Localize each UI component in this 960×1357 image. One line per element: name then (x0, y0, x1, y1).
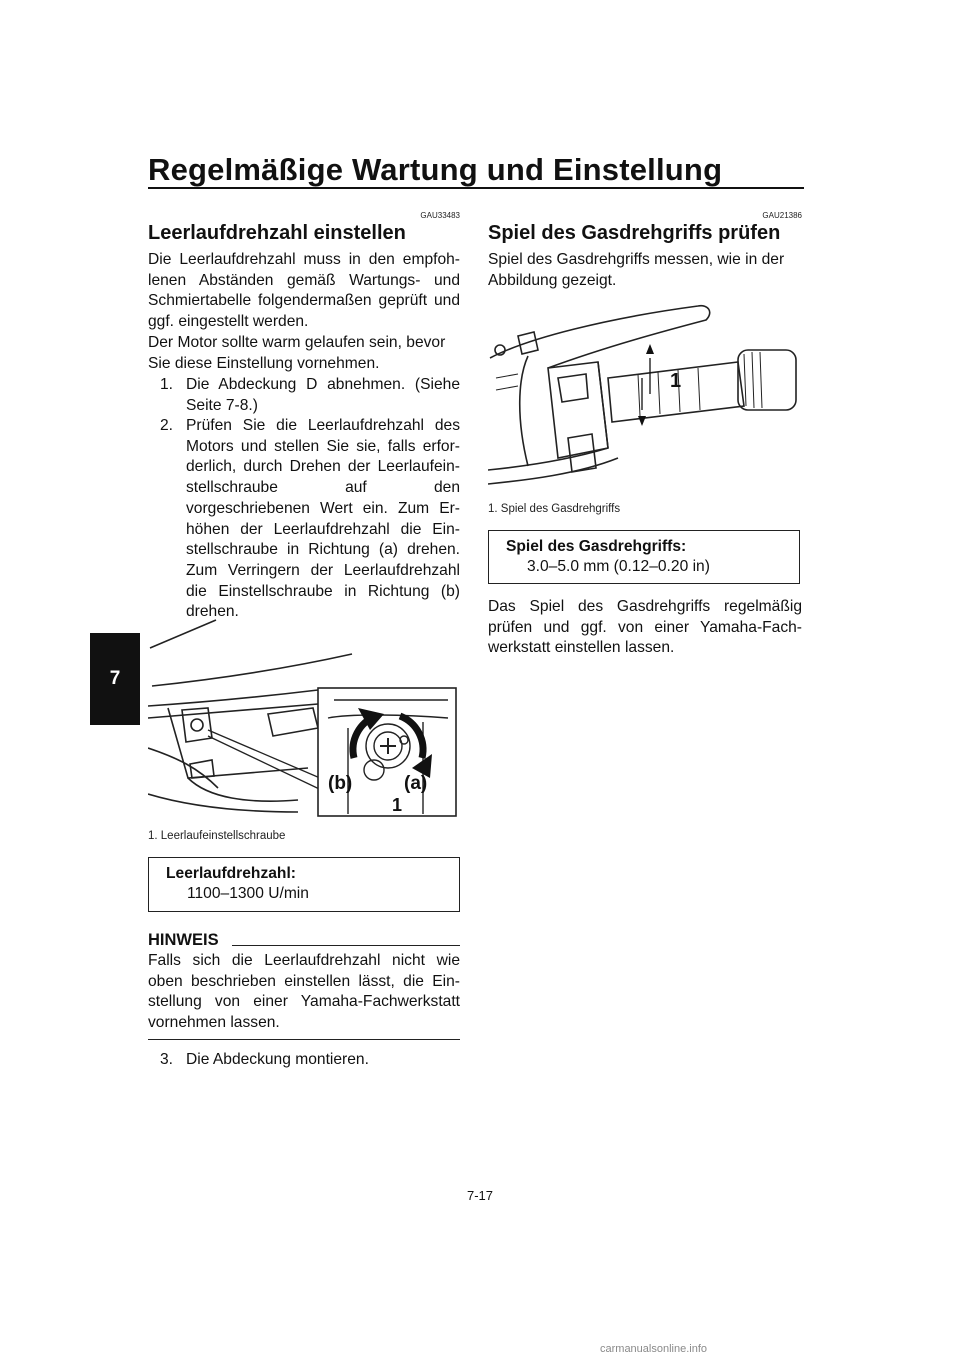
list-item (160, 1050, 460, 1071)
step-number: 2. (160, 417, 174, 434)
spec-box-throttle-play (488, 530, 800, 584)
list-item (160, 375, 460, 416)
paragraph: Der Motor sollte warm gelaufen sein, bevor Sie diese Einstellung vornehmen. (148, 334, 446, 372)
note-top-rule (232, 945, 460, 946)
label-direction-a: (a) (404, 773, 428, 794)
watermark: carmanualsonline.info (600, 1343, 708, 1355)
figure-caption: 1. Leerlaufeinstellschraube (148, 830, 286, 842)
section-heading-throttle-play: Spiel des Gasdrehgriffs prüfen (488, 222, 781, 244)
note-bottom-rule (148, 1039, 460, 1040)
section-code: GAU33483 (420, 211, 460, 220)
list-item (160, 416, 460, 623)
label-callout-1: 1 (392, 795, 403, 815)
note-heading: HINWEIS (148, 931, 219, 949)
page-title: Regelmäßige Wartung und Einstellung (148, 152, 723, 187)
spec-value: 3.0–5.0 mm (0.12–0.20 in) (527, 558, 710, 575)
paragraph: Das Spiel des Gasdrehgriffs regelmäßig prüfen und ggf. von einer Yamaha-Fach-werkstatt einstellen lassen. (488, 598, 802, 657)
paragraph: Die Leerlaufdrehzahl muss in den empfoh-lenen Abständen gemäß Wartungs- und Schmiertabelle folgendermaßen geprüft und ggf. eingestellt werden. (148, 251, 460, 331)
throttle-grip-illustration (488, 298, 802, 490)
figure-idle-screw (148, 618, 460, 818)
step-text: Die Abdeckung montieren. (186, 1051, 369, 1068)
figure-throttle-grip (488, 298, 802, 490)
step-text: Prüfen Sie die Leerlaufdrehzahl des Motors und stellen Sie sie, falls erfor-derlich, durch Drehen der Leerlaufein-stellschraube auf den vorgeschriebenen Wert ein. Zum Er-höhen der Leerlaufdrehzahl die Ein-stellschraube in Richtung (a) drehen. Zum Verringern der Leerlaufdrehzahl die Einstellschraube in Richtung (b) drehen. (186, 417, 460, 621)
label-callout-1: 1 (670, 370, 682, 392)
label-direction-b: (b) (328, 773, 353, 794)
step-number: 3. (160, 1051, 174, 1068)
header-rule (148, 187, 804, 189)
section-code: GAU21386 (762, 211, 802, 220)
section-heading-idle-speed: Leerlaufdrehzahl einstellen (148, 222, 406, 244)
note-text: Falls sich die Leerlaufdrehzahl nicht wie oben beschrieben einstellen lässt, die Ein-stellung von einer Yamaha-Fachwerkstatt vornehmen lassen. (148, 952, 460, 1032)
chapter-tab: 7 (90, 633, 140, 725)
paragraph: Spiel des Gasdrehgriffs messen, wie in der Abbildung gezeigt. (488, 251, 785, 289)
step-number: 1. (160, 376, 174, 393)
spec-value: 1100–1300 U/min (187, 885, 309, 902)
spec-label: Leerlaufdrehzahl: (166, 865, 296, 882)
step-text: Die Abdeckung D abnehmen. (Siehe Seite 7-8.) (186, 376, 460, 414)
page-number: 7-17 (466, 1188, 494, 1203)
figure-caption: 1. Spiel des Gasdrehgriffs (488, 503, 621, 515)
spec-box-idle-speed (148, 857, 460, 912)
spec-label: Spiel des Gasdrehgriffs: (506, 538, 687, 555)
